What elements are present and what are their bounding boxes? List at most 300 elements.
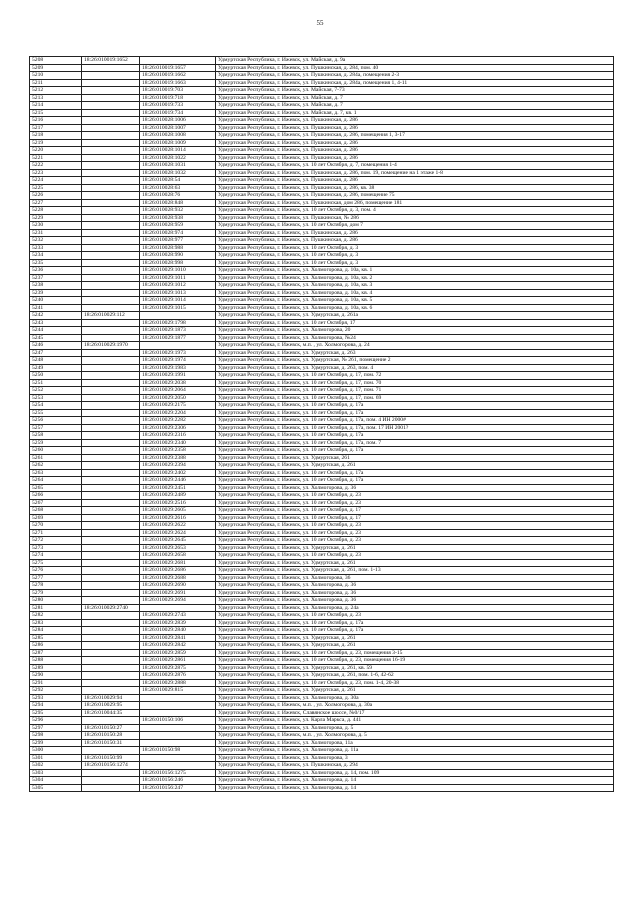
building-cadastral-number-cell: 18:26:010028:848	[140, 199, 216, 207]
land-cadastral-number-cell	[82, 79, 140, 87]
building-cadastral-number-cell: 18:26:010019:1663	[140, 79, 216, 87]
building-cadastral-number-cell: 18:26:010019:1657	[140, 64, 216, 72]
row-number-cell: 5221	[30, 154, 82, 162]
land-cadastral-number-cell	[82, 132, 140, 140]
building-cadastral-number-cell	[140, 694, 216, 702]
row-number-cell: 5268	[30, 507, 82, 515]
land-cadastral-number-cell	[82, 597, 140, 605]
table-row	[30, 417, 614, 425]
row-number-cell: 5219	[30, 139, 82, 147]
building-cadastral-number-cell	[140, 754, 216, 762]
building-cadastral-number-cell: 18:26:010028:1007	[140, 124, 216, 132]
land-cadastral-number-cell	[82, 222, 140, 230]
land-cadastral-number-cell	[82, 537, 140, 545]
table-row	[30, 79, 614, 87]
row-number-cell: 5270	[30, 522, 82, 530]
land-cadastral-number-cell	[82, 664, 140, 672]
building-cadastral-number-cell: 18:26:010028:998	[140, 259, 216, 267]
building-cadastral-number-cell: 18:26:010029:1877	[140, 334, 216, 342]
table-row	[30, 762, 614, 770]
land-cadastral-number-cell	[82, 237, 140, 245]
land-cadastral-number-cell	[82, 439, 140, 447]
row-number-cell: 5284	[30, 627, 82, 635]
table-row	[30, 739, 614, 747]
table-row	[30, 162, 614, 170]
row-number-cell: 5283	[30, 619, 82, 627]
address-cell: Удмуртская Республика, г. Ижевск, ул. Удмуртская, д. 261	[216, 544, 614, 552]
row-number-cell: 5286	[30, 642, 82, 650]
table-row	[30, 424, 614, 432]
land-cadastral-number-cell	[82, 372, 140, 380]
land-cadastral-number-cell	[82, 484, 140, 492]
land-cadastral-number-cell	[82, 184, 140, 192]
land-cadastral-number-cell	[82, 304, 140, 312]
table-row	[30, 589, 614, 597]
building-cadastral-number-cell: 18:26:010029:2282	[140, 417, 216, 425]
row-number-cell: 5272	[30, 537, 82, 545]
address-cell: Удмуртская Республика, г. Ижевск, ул. Пушкинская, д. 286, помещения 1, 3-17	[216, 132, 614, 140]
address-cell: Удмуртская Республика, г. Ижевск, ул. Холмогорова, 3	[216, 754, 614, 762]
address-cell: Удмуртская Республика, г. Ижевск, ул. Холмогорова, 11а	[216, 739, 614, 747]
table-row	[30, 184, 614, 192]
table-row	[30, 192, 614, 200]
land-cadastral-number-cell	[82, 552, 140, 560]
building-cadastral-number-cell: 18:26:010029:1010	[140, 267, 216, 275]
address-cell: Удмуртская Республика, г. Ижевск, ул. 10 лет Октября, д. 23	[216, 537, 614, 545]
table-row	[30, 342, 614, 350]
row-number-cell: 5287	[30, 649, 82, 657]
building-cadastral-number-cell: 18:26:010029:2340	[140, 439, 216, 447]
address-cell: Удмуртская Республика, г. Ижевск, м.п. , ул. Холмогорова, д. 24	[216, 342, 614, 350]
building-cadastral-number-cell: 18:26:010028:1006	[140, 117, 216, 125]
row-number-cell: 5273	[30, 544, 82, 552]
address-cell: Удмуртская Республика, г. Ижевск, ул. 10 лет Октября, д. 17, пом. 71	[216, 387, 614, 395]
land-cadastral-number-cell	[82, 559, 140, 567]
row-number-cell: 5263	[30, 469, 82, 477]
address-cell: Удмуртская Республика, г. Ижевск, ул. Удмуртская, д. 263, пом. 4	[216, 364, 614, 372]
table-row	[30, 87, 614, 95]
land-cadastral-number-cell	[82, 687, 140, 695]
building-cadastral-number-cell: 18:26:010029:2316	[140, 432, 216, 440]
address-cell: Удмуртская Республика, г. Ижевск, ул. Холмогорова, д. 36	[216, 589, 614, 597]
address-cell: Удмуртская Республика, г. Ижевск, ул. 10 лет Октября, д. 17а, пом. 7	[216, 439, 614, 447]
land-cadastral-number-cell: 18:26:010150:27	[82, 724, 140, 732]
row-number-cell: 5301	[30, 754, 82, 762]
address-cell: Удмуртская Республика, г. Ижевск, ул. Удмуртская, д. 261	[216, 634, 614, 642]
building-cadastral-number-cell: 18:26:010029:2743	[140, 612, 216, 620]
row-number-cell: 5298	[30, 732, 82, 740]
table-row	[30, 124, 614, 132]
address-cell: Удмуртская Республика, г. Ижевск, ул. Холмогорова, д. 10а, кв. 3	[216, 282, 614, 290]
land-cadastral-number-cell	[82, 147, 140, 155]
building-cadastral-number-cell: 18:26:010028:932	[140, 207, 216, 215]
row-number-cell: 5230	[30, 222, 82, 230]
building-cadastral-number-cell	[140, 724, 216, 732]
land-cadastral-number-cell	[82, 64, 140, 72]
table-row	[30, 664, 614, 672]
land-cadastral-number-cell: 18:26:010029:2740	[82, 604, 140, 612]
address-cell: Удмуртская Республика, г. Ижевск, ул. Удмуртская, д. 261а	[216, 312, 614, 320]
land-cadastral-number-cell	[82, 672, 140, 680]
building-cadastral-number-cell: 18:26:010029:2686	[140, 567, 216, 575]
table-row	[30, 409, 614, 417]
table-row	[30, 199, 614, 207]
address-cell: Удмуртская Республика, г. Ижевск, ул. Пушкинская, д. 294	[216, 762, 614, 770]
address-cell: Удмуртская Республика, г. Ижевск, ул. Холмогорова, д. 10а, кв. 1	[216, 267, 614, 275]
building-cadastral-number-cell: 18:26:010028:63	[140, 184, 216, 192]
building-cadastral-number-cell: 18:26:010156:247	[140, 784, 216, 792]
row-number-cell: 5222	[30, 162, 82, 170]
table-row	[30, 319, 614, 327]
land-cadastral-number-cell	[82, 199, 140, 207]
building-cadastral-number-cell: 18:26:010028:974	[140, 229, 216, 237]
table-row	[30, 529, 614, 537]
row-number-cell: 5244	[30, 327, 82, 335]
row-number-cell: 5212	[30, 87, 82, 95]
address-cell: Удмуртская Республика, г. Ижевск, ул. Удмуртская, д. 261	[216, 687, 614, 695]
table-row	[30, 514, 614, 522]
land-cadastral-number-cell	[82, 327, 140, 335]
row-number-cell: 5227	[30, 199, 82, 207]
land-cadastral-number-cell: 18:26:010150:28	[82, 732, 140, 740]
address-cell: Удмуртская Республика, г. Ижевск, ул. 10 лет Октября, д. 17	[216, 507, 614, 515]
table-row	[30, 274, 614, 282]
address-cell: Удмуртская Республика, г. Ижевск, ул. Пушкинская, д. 284, пом. 40	[216, 64, 614, 72]
building-cadastral-number-cell: 18:26:010029:2624	[140, 529, 216, 537]
building-cadastral-number-cell: 18:26:010029:2861	[140, 657, 216, 665]
address-cell: Удмуртская Республика, г. Ижевск, ул. Холмогорова, д. 24а	[216, 604, 614, 612]
building-cadastral-number-cell: 18:26:010019:1662	[140, 72, 216, 80]
building-cadastral-number-cell: 18:26:010029:2358	[140, 447, 216, 455]
row-number-cell: 5241	[30, 304, 82, 312]
land-cadastral-number-cell	[82, 267, 140, 275]
land-cadastral-number-cell	[82, 657, 140, 665]
land-cadastral-number-cell	[82, 784, 140, 792]
building-cadastral-number-cell	[140, 709, 216, 717]
row-number-cell: 5299	[30, 739, 82, 747]
land-cadastral-number-cell	[82, 139, 140, 147]
address-cell: Удмуртская Республика, г. Ижевск, ул. Холмогорова, д. 14, пом. 109	[216, 769, 614, 777]
land-cadastral-number-cell	[82, 777, 140, 785]
address-cell: Удмуртская Республика, г. Ижевск, ул. Холмогорова, д. 11а	[216, 747, 614, 755]
land-cadastral-number-cell	[82, 582, 140, 590]
building-cadastral-number-cell: 18:26:010029:1974	[140, 357, 216, 365]
address-cell: Удмуртская Республика, г. Ижевск, ул. 10 лет Октября, д. 17а, пом. 17 ИН 2001?	[216, 424, 614, 432]
address-cell: Удмуртская Республика, г. Ижевск, ул. 10 лет Октября, д. 17а	[216, 409, 614, 417]
land-cadastral-number-cell	[82, 574, 140, 582]
row-number-cell: 5224	[30, 177, 82, 185]
row-number-cell: 5274	[30, 552, 82, 560]
land-cadastral-number-cell	[82, 252, 140, 260]
land-cadastral-number-cell	[82, 717, 140, 725]
building-cadastral-number-cell: 18:26:010028:959	[140, 222, 216, 230]
row-number-cell: 5242	[30, 312, 82, 320]
address-cell: Удмуртская Республика, г. Ижевск, ул. Удмуртская, д. 261	[216, 559, 614, 567]
building-cadastral-number-cell: 18:26:010029:2841	[140, 634, 216, 642]
address-cell: Удмуртская Республика, г. Ижевск, ул. Холмогорова, д. 5	[216, 724, 614, 732]
row-number-cell: 5214	[30, 102, 82, 110]
building-cadastral-number-cell	[140, 604, 216, 612]
building-cadastral-number-cell: 18:26:010028:1008	[140, 132, 216, 140]
row-number-cell: 5281	[30, 604, 82, 612]
address-cell: Удмуртская Республика, г. Ижевск, ул. Пушкинская, дом 286, помещение 181	[216, 199, 614, 207]
address-cell: Удмуртская Республика, г. Ижевск, ул. Пушкинская, № 286	[216, 214, 614, 222]
table-row	[30, 567, 614, 575]
address-cell: Удмуртская Республика, г. Ижевск, ул. Холмогорова, д. 10а, кв. 4	[216, 289, 614, 297]
building-cadastral-number-cell: 18:26:010019:734	[140, 109, 216, 117]
land-cadastral-number-cell: 18:26:010150:99	[82, 754, 140, 762]
land-cadastral-number-cell	[82, 454, 140, 462]
building-cadastral-number-cell: 18:26:010029:1014	[140, 297, 216, 305]
building-cadastral-number-cell: 18:26:010029:2204	[140, 409, 216, 417]
table-row	[30, 432, 614, 440]
address-cell: Удмуртская Республика, г. Ижевск, ул. 10 лет Октября, д. 23	[216, 612, 614, 620]
building-cadastral-number-cell: 18:26:010029:2876	[140, 672, 216, 680]
address-cell: Удмуртская Республика, г. Ижевск, ул. Майская, 7-73	[216, 87, 614, 95]
row-number-cell: 5231	[30, 229, 82, 237]
building-cadastral-number-cell: 18:26:010029:2622	[140, 522, 216, 530]
address-cell: Удмуртская Республика, г. Ижевск, ул. Пушкинская, д. 286	[216, 229, 614, 237]
table-row	[30, 604, 614, 612]
row-number-cell: 5256	[30, 417, 82, 425]
building-cadastral-number-cell: 18:26:010029:2050	[140, 394, 216, 402]
table-row	[30, 552, 614, 560]
land-cadastral-number-cell	[82, 544, 140, 552]
table-row	[30, 447, 614, 455]
building-cadastral-number-cell: 18:26:010029:2616	[140, 514, 216, 522]
row-number-cell: 5297	[30, 724, 82, 732]
row-number-cell: 5225	[30, 184, 82, 192]
building-cadastral-number-cell: 18:26:010028:1031	[140, 162, 216, 170]
row-number-cell: 5275	[30, 559, 82, 567]
row-number-cell: 5218	[30, 132, 82, 140]
table-row	[30, 747, 614, 755]
address-cell: Удмуртская Республика, г. Ижевск, ул. Удмуртская, д. 263	[216, 349, 614, 357]
table-row	[30, 469, 614, 477]
row-number-cell: 5249	[30, 364, 82, 372]
building-cadastral-number-cell: 18:26:010029:2694	[140, 597, 216, 605]
table-row	[30, 619, 614, 627]
address-cell: Удмуртская Республика, г. Ижевск, ул. Холмогорова, д. 14	[216, 777, 614, 785]
table-row	[30, 64, 614, 72]
land-cadastral-number-cell	[82, 417, 140, 425]
address-cell: Удмуртская Республика, г. Ижевск, ул. Карла Маркса, д. 441	[216, 717, 614, 725]
table-row	[30, 754, 614, 762]
row-number-cell: 5250	[30, 372, 82, 380]
row-number-cell: 5264	[30, 477, 82, 485]
building-cadastral-number-cell: 18:26:010028:1009	[140, 139, 216, 147]
row-number-cell: 5234	[30, 252, 82, 260]
address-cell: Удмуртская Республика, г. Ижевск, ул. Пушкинская, д. 286	[216, 154, 614, 162]
land-cadastral-number-cell	[82, 282, 140, 290]
building-cadastral-number-cell: 18:26:010029:2875	[140, 664, 216, 672]
land-cadastral-number-cell	[82, 424, 140, 432]
land-cadastral-number-cell	[82, 447, 140, 455]
land-cadastral-number-cell	[82, 94, 140, 102]
row-number-cell: 5253	[30, 394, 82, 402]
table-row	[30, 364, 614, 372]
building-cadastral-number-cell: 18:26:010029:2888	[140, 679, 216, 687]
row-number-cell: 5303	[30, 769, 82, 777]
building-cadastral-number-cell: 18:26:010029:2658	[140, 552, 216, 560]
address-cell: Удмуртская Республика, г. Ижевск, ул. 10 лет Октября, д. 17а	[216, 477, 614, 485]
land-cadastral-number-cell	[82, 612, 140, 620]
table-row	[30, 484, 614, 492]
table-row	[30, 297, 614, 305]
land-cadastral-number-cell	[82, 124, 140, 132]
building-cadastral-number-cell: 18:26:010029:2388	[140, 454, 216, 462]
row-number-cell: 5258	[30, 432, 82, 440]
row-number-cell: 5240	[30, 297, 82, 305]
table-row	[30, 642, 614, 650]
address-cell: Удмуртская Республика, г. Ижевск, ул. Пушкинская, д. 286, пом. 19, помещение на 1 этаже 1-8	[216, 169, 614, 177]
land-cadastral-number-cell	[82, 394, 140, 402]
table-row	[30, 522, 614, 530]
building-cadastral-number-cell: 18:26:010029:2516	[140, 499, 216, 507]
row-number-cell: 5215	[30, 109, 82, 117]
land-cadastral-number-cell	[82, 379, 140, 387]
address-cell: Удмуртская Республика, г. Ижевск, ул. 10 лет Октября, д. 17а, пом. 4 ИН 2000#	[216, 417, 614, 425]
row-number-cell: 5226	[30, 192, 82, 200]
land-cadastral-number-cell	[82, 387, 140, 395]
address-cell: Удмуртская Республика, г. Ижевск, ул. 10 лет Октября, 17	[216, 319, 614, 327]
land-cadastral-number-cell: 18:26:010156:1274	[82, 762, 140, 770]
building-cadastral-number-cell: 18:26:010028:1022	[140, 154, 216, 162]
table-row	[30, 154, 614, 162]
land-cadastral-number-cell: 18:26:010029:94	[82, 694, 140, 702]
table-row	[30, 717, 614, 725]
row-number-cell: 5223	[30, 169, 82, 177]
building-cadastral-number-cell: 18:26:010029:2681	[140, 559, 216, 567]
row-number-cell: 5255	[30, 409, 82, 417]
land-cadastral-number-cell	[82, 214, 140, 222]
land-cadastral-number-cell: 18:26:010029:112	[82, 312, 140, 320]
building-cadastral-number-cell: 18:26:010028:1014	[140, 147, 216, 155]
table-row	[30, 439, 614, 447]
land-cadastral-number-cell: 18:26:010029:95	[82, 702, 140, 710]
row-number-cell: 5239	[30, 289, 82, 297]
building-cadastral-number-cell: 18:26:010029:2840	[140, 627, 216, 635]
table-row	[30, 94, 614, 102]
table-row	[30, 349, 614, 357]
row-number-cell: 5211	[30, 79, 82, 87]
address-cell: Удмуртская Республика, г. Ижевск, ул. Удмуртская, д. 261, пом. 1-13	[216, 567, 614, 575]
address-cell: Удмуртская Республика, г. Ижевск, ул. 10 лет Октября, д. 23, помещения 3-15	[216, 649, 614, 657]
row-number-cell: 5236	[30, 267, 82, 275]
address-cell: Удмуртская Республика, г. Ижевск, ул. Удмуртская, д. 261, кв. 59	[216, 664, 614, 672]
address-cell: Удмуртская Республика, г. Ижевск, ул. Холмогорова, д. 10а, кв. 5	[216, 297, 614, 305]
row-number-cell: 5282	[30, 612, 82, 620]
row-number-cell: 5252	[30, 387, 82, 395]
row-number-cell: 5228	[30, 207, 82, 215]
building-cadastral-number-cell	[140, 732, 216, 740]
land-cadastral-number-cell: 18:26:010029:1970	[82, 342, 140, 350]
land-cadastral-number-cell	[82, 319, 140, 327]
row-number-cell: 5304	[30, 777, 82, 785]
address-cell: Удмуртская Республика, г. Ижевск, ул. Холмогорова, д. 36	[216, 582, 614, 590]
table-row	[30, 627, 614, 635]
table-row	[30, 732, 614, 740]
address-cell: Удмуртская Республика, г. Ижевск, ул. 10 лет Октября, д. 17а	[216, 432, 614, 440]
row-number-cell: 5302	[30, 762, 82, 770]
building-cadastral-number-cell: 18:26:010029:2038	[140, 379, 216, 387]
address-cell: Удмуртская Республика, г. Ижевск, ул. 10 лет Октября, д. 3	[216, 252, 614, 260]
building-cadastral-number-cell: 18:26:010028:990	[140, 252, 216, 260]
table-row	[30, 462, 614, 470]
row-number-cell: 5261	[30, 454, 82, 462]
land-cadastral-number-cell	[82, 514, 140, 522]
building-cadastral-number-cell: 18:26:010156:246	[140, 777, 216, 785]
table-row	[30, 214, 614, 222]
table-row	[30, 169, 614, 177]
address-cell: Удмуртская Республика, г. Ижевск, ул. 10 лет Октября, дом 7	[216, 222, 614, 230]
table-row	[30, 672, 614, 680]
table-row	[30, 597, 614, 605]
table-row	[30, 282, 614, 290]
building-cadastral-number-cell: 18:26:010029:1015	[140, 304, 216, 312]
address-cell: Удмуртская Республика, г. Ижевск, ул. 10 лет Октября, д. 17а	[216, 619, 614, 627]
land-cadastral-number-cell	[82, 589, 140, 597]
row-number-cell: 5266	[30, 492, 82, 500]
address-cell: Удмуртская Республика, г. Ижевск, ул. 10 лет Октября, д. 17, пом. 70	[216, 379, 614, 387]
address-cell: Удмуртская Республика, г. Ижевск, ул. 10 лет Октября, д. 23, пом. 1-4, 20-38	[216, 679, 614, 687]
land-cadastral-number-cell	[82, 499, 140, 507]
row-number-cell: 5259	[30, 439, 82, 447]
table-row	[30, 117, 614, 125]
address-cell: Удмуртская Республика, г. Ижевск, ул. Пушкинская, д. 284а, помещения 1, 4-11	[216, 79, 614, 87]
land-cadastral-number-cell: 18:26:010044:35	[82, 709, 140, 717]
table-row	[30, 147, 614, 155]
address-cell: Удмуртская Республика, г. Ижевск, ул. Холмогорова, д. 14	[216, 784, 614, 792]
table-row	[30, 499, 614, 507]
building-cadastral-number-cell: 18:26:010029:2394	[140, 462, 216, 470]
address-cell: Удмуртская Республика, г. Ижевск, ул. 10 лет Октября, д. 3, пом. 4	[216, 207, 614, 215]
table-row	[30, 57, 614, 65]
row-number-cell: 5248	[30, 357, 82, 365]
land-cadastral-number-cell	[82, 349, 140, 357]
land-cadastral-number-cell	[82, 402, 140, 410]
address-cell: Удмуртская Республика, г. Ижевск, ул. Пушкинская, д. 286	[216, 147, 614, 155]
row-number-cell: 5291	[30, 679, 82, 687]
row-number-cell: 5285	[30, 634, 82, 642]
land-cadastral-number-cell: 18:26:010019:1652	[82, 57, 140, 65]
address-cell: Удмуртская Республика, г. Ижевск, ул. Пушкинская, д. 286, кв. 38	[216, 184, 614, 192]
table-row	[30, 207, 614, 215]
address-cell: Удмуртская Республика, г. Ижевск, ул. Пушкинская, д. 286	[216, 124, 614, 132]
address-cell: Удмуртская Республика, г. Ижевск, ул. Пушкинская, д. 286	[216, 177, 614, 185]
address-cell: Удмуртская Республика, г. Ижевск, м.п. , ул. Холмогорова, д. 30а	[216, 702, 614, 710]
address-cell: Удмуртская Республика, г. Ижевск, ул. Майская, д. 9а	[216, 57, 614, 65]
building-cadastral-number-cell	[140, 762, 216, 770]
land-cadastral-number-cell	[82, 619, 140, 627]
building-cadastral-number-cell: 18:26:010029:2645	[140, 537, 216, 545]
row-number-cell: 5278	[30, 582, 82, 590]
building-cadastral-number-cell: 18:26:010029:1011	[140, 274, 216, 282]
address-cell: Удмуртская Республика, г. Ижевск, ул. Пушкинская, д. 286	[216, 139, 614, 147]
address-cell: Удмуртская Республика, г. Ижевск, ул. Холмогорова, №24	[216, 334, 614, 342]
table-row	[30, 139, 614, 147]
table-row	[30, 582, 614, 590]
table-row	[30, 454, 614, 462]
row-number-cell: 5295	[30, 709, 82, 717]
building-cadastral-number-cell: 18:26:010019:703	[140, 87, 216, 95]
address-cell: Удмуртская Республика, г. Ижевск, ул. Удмуртская, д. 261	[216, 462, 614, 470]
table-row	[30, 327, 614, 335]
row-number-cell: 5293	[30, 694, 82, 702]
land-cadastral-number-cell	[82, 244, 140, 252]
table-row	[30, 244, 614, 252]
building-cadastral-number-cell: 18:26:010150:106	[140, 717, 216, 725]
